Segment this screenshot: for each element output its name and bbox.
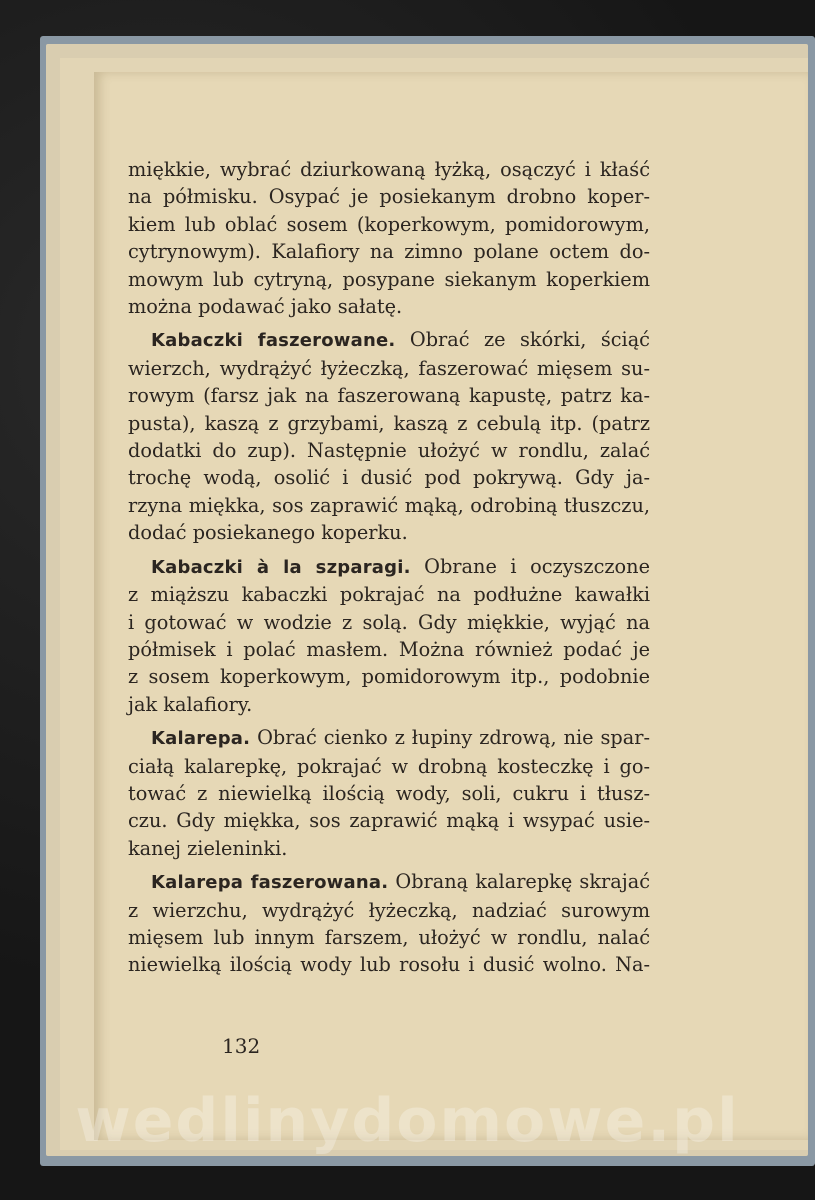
text-line: z miąższu kabaczki pokrajać na podłużne kawałki (128, 583, 650, 607)
text-line: z sosem koperkowym, pomidorowym itp., podobnie (128, 665, 650, 689)
page-number: 132 (222, 1034, 261, 1058)
recipe-kalarepa (128, 724, 650, 862)
text-line: mięsem lub innym farszem, ułożyć w rondlu, nalać (128, 925, 650, 949)
text-fragment: Obraną kalarepkę skrajać (388, 870, 650, 894)
text-line: kiem lub oblać sosem (koperkowym, pomidorowym, (128, 212, 650, 236)
text-fragment: Obrać cienko z łupiny zdrową, nie spar- (250, 726, 650, 750)
text-line-first (128, 868, 650, 896)
text-line: ciałą kalarepkę, pokrajać w drobną kosteczkę i go- (128, 754, 650, 778)
text-line: kanej zieleninki. (128, 836, 288, 860)
recipe-kalarepa-faszerowana (128, 868, 650, 979)
text-line: tować z niewielką ilością wody, soli, cukru i tłusz- (128, 781, 650, 805)
text-line: dodać posiekanego koperku. (128, 521, 408, 545)
text-line: mowym lub cytryną, posypane siekanym koperkiem (128, 267, 650, 291)
text-line: można podawać jako sałatę. (128, 295, 403, 319)
text-line-first (128, 326, 650, 354)
recipe-title: Kalarepa faszerowana. (151, 872, 389, 894)
text-line: rowym (farsz jak na faszerowaną kapustę, patrz ka- (128, 384, 650, 408)
text-line-first (128, 724, 650, 752)
recipe-kabaczki-a-la-szparagi (128, 553, 650, 718)
text-line: rzyna miękka, sos zaprawić mąką, odrobiną tłuszczu, (128, 493, 650, 517)
text-line: wierzch, wydrążyć łyżeczką, faszerować mięsem su- (128, 356, 650, 380)
page-text (128, 156, 650, 979)
recipe-title: Kalarepa. (151, 728, 251, 750)
recipe-kabaczki-faszerowane (128, 326, 650, 546)
text-line: pusta), kaszą z grzybami, kaszą z cebulą itp. (patrz (128, 411, 650, 435)
text-line: trochę wodą, osolić i dusić pod pokrywą. Gdy ja- (128, 466, 650, 490)
text-line: jak kalafiory. (128, 692, 253, 716)
recipe-title: Kabaczki à la szparagi. (151, 556, 411, 578)
text-fragment: Obrać ze skórki, ściąć (395, 328, 650, 352)
text-line: cytrynowym). Kalafiory na zimno polane octem do- (128, 240, 650, 264)
text-line-first (128, 553, 650, 581)
text-line: czu. Gdy miękka, sos zaprawić mąką i wsypać usie- (128, 809, 650, 833)
text-fragment: Obrane i oczyszczone (410, 554, 650, 578)
text-line: półmisek i polać masłem. Można również podać je (128, 637, 650, 661)
paragraph-continuation (128, 156, 650, 320)
text-line: na półmisku. Osypać je posiekanym drobno koper- (128, 185, 650, 209)
text-line: niewielką ilością wody lub rosołu i dusić wolno. Na- (128, 953, 650, 977)
text-line: i gotować w wodzie z solą. Gdy miękkie, wyjąć na (128, 610, 650, 634)
text-line: miękkie, wybrać dziurkowaną łyżką, osączyć i kłaść (128, 158, 650, 181)
recipe-title: Kabaczki faszerowane. (151, 330, 396, 352)
watermark: wedlinydomowe.pl (75, 1086, 740, 1156)
text-line: dodatki do zup). Następnie ułożyć w rondlu, zalać (128, 439, 650, 463)
text-line: z wierzchu, wydrążyć łyżeczką, nadziać surowym (128, 898, 650, 922)
